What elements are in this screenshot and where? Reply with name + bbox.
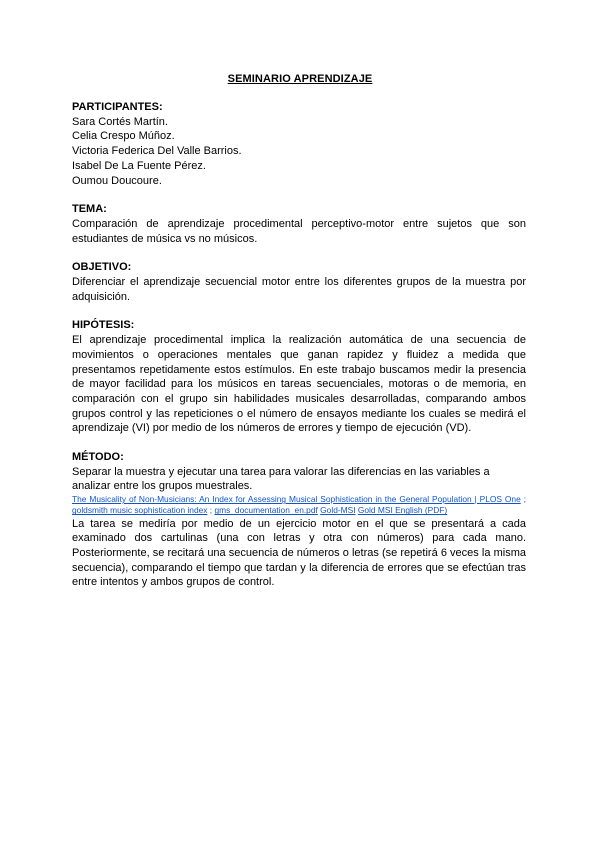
participant-name: Victoria Federica Del Valle Barrios. (72, 145, 242, 158)
method-intro: Separar la muestra y ejecutar una tarea para valorar las diferencias en las variables a analizar entre los grupos muestrales. (72, 465, 490, 493)
reference-links (72, 494, 526, 516)
topic-section (72, 202, 526, 246)
topic-text: Comparación de aprendizaje procedimental perceptivo-motor entre sujetos que son estudiantes de música vs no músicos. (72, 217, 526, 245)
plos-article-link[interactable]: The Musicality of Non-Musicians: An Index for Assessing Musical Sophistication in the General Population | PLOS One (72, 494, 521, 505)
participant-name: Isabel De La Fuente Pérez. (72, 159, 206, 172)
objective-text: Diferenciar el aprendizaje secuencial motor entre los diferentes grupos de la muestra por adquisición. (72, 276, 526, 303)
gold-msi-index-link[interactable]: goldsmith music sophistication index (72, 505, 208, 516)
participant-name: Sara Cortés Martín. (72, 115, 168, 128)
participant-name: Oumou Doucoure. (72, 174, 162, 187)
objective-section (72, 260, 526, 304)
link-separator: ; (207, 505, 215, 516)
gms-documentation-link[interactable]: gms_documentation_en.pdf (214, 505, 318, 516)
method-heading: MÉTODO: (72, 451, 124, 464)
hypothesis-text: El aprendizaje procedimental implica la realización automática de una secuencia de movimientos o operaciones mentales que ganan rapidez y fluidez a medida que presentamos repetidamente estos estímulos. En este trabajo buscamos medir la presencia de mayor facilidad para los músicos en tareas secuenciales, motoras o de memoria, en comparación con el grupo sin habilidades musicales desarrolladas, comparando ambos grupos control y las repeticiones o el número de ensayos mediante los cuales se medirá el aprendizaje (VI) por medio de los números de errores y tiempo de ejecución (VD). (72, 334, 526, 435)
document-title: SEMINARIO APRENDIZAJE (227, 73, 373, 85)
document-content (72, 100, 526, 604)
gold-msi-link[interactable]: Gold-MSI (320, 505, 356, 516)
participants-section (72, 100, 526, 188)
hypothesis-heading: HIPÓTESIS: (72, 319, 135, 332)
hypothesis-section (72, 318, 526, 436)
participant-name: Celia Crespo Múñoz. (72, 130, 175, 143)
method-section (72, 450, 526, 590)
topic-heading: TEMA: (72, 203, 107, 216)
gold-msi-english-pdf-link[interactable]: Gold MSI English (PDF) (357, 505, 448, 516)
participants-heading: PARTICIPANTES: (72, 101, 163, 113)
objective-heading: OBJETIVO: (72, 261, 132, 274)
link-separator: ; (520, 494, 526, 505)
method-text: La tarea se mediría por medio de un ejercicio motor en el que se presentará a cada examinado dos cartulinas (una con letras y otra con números) para cada mano. Posteriormente, se recitará una secuencia de números o letras (se repetirá 6 veces la misma secuencia), comparando el tiempo que tardan y la diferencia de errores que se efectúan tras entre intentos y ambos grupos de control. (72, 517, 526, 589)
